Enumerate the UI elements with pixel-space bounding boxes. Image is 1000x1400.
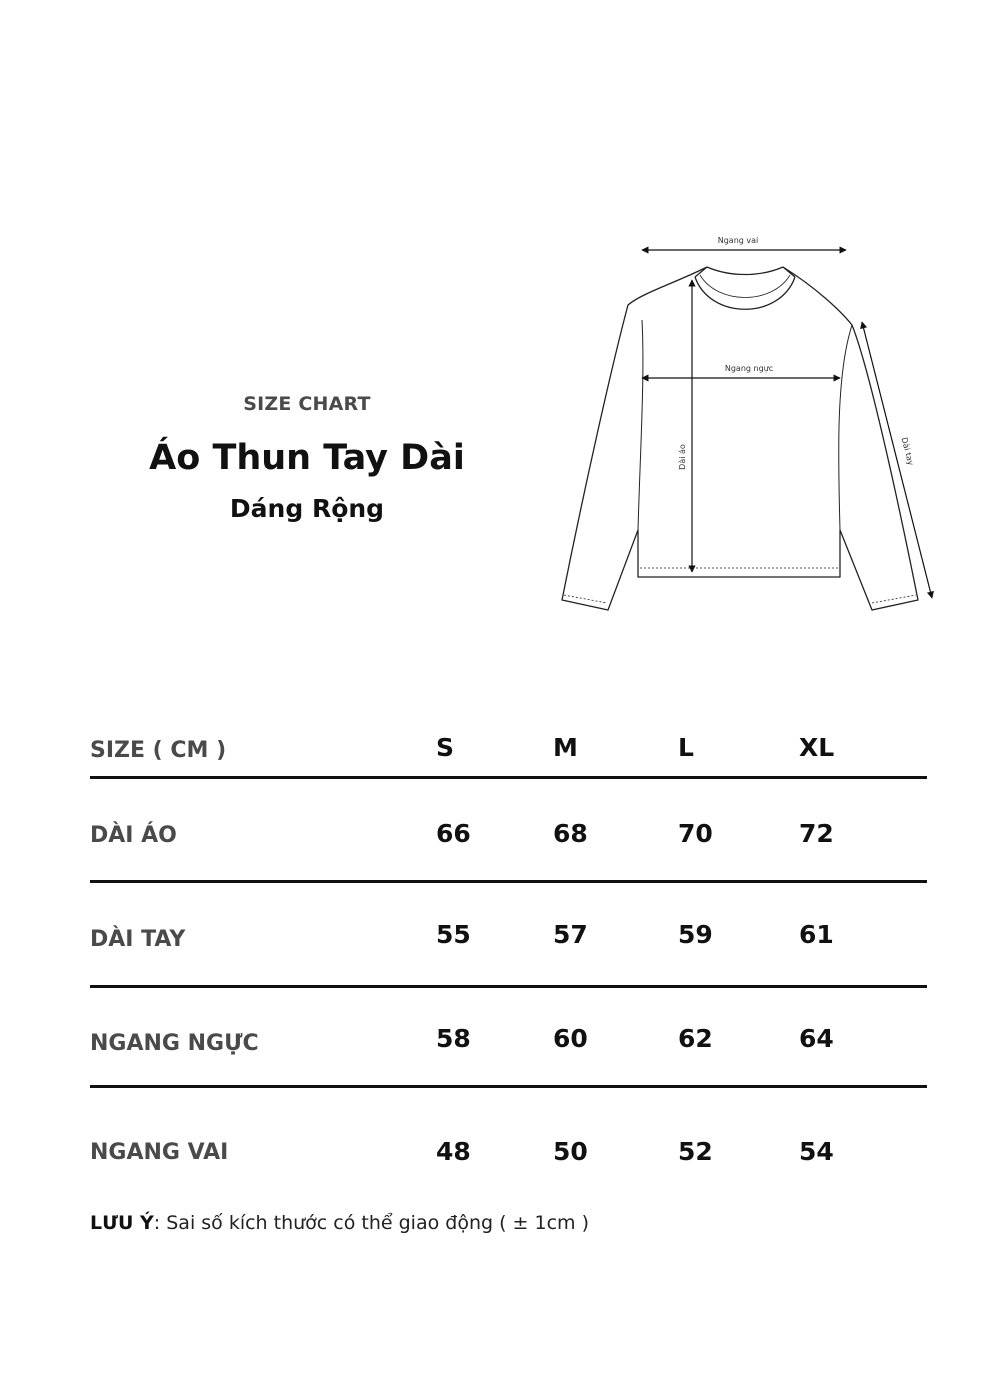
row-label: NGANG VAI xyxy=(90,1140,229,1165)
sleeve-label: Dài tay xyxy=(899,436,916,467)
divider xyxy=(90,985,927,988)
shoulder-label: Ngang vai xyxy=(717,236,759,245)
size-unit-label: SIZE ( CM ) xyxy=(90,738,227,763)
cell-value: 54 xyxy=(799,1137,834,1166)
row-label: NGANG NGỰC xyxy=(90,1031,259,1056)
divider xyxy=(90,776,927,779)
cell-value: 57 xyxy=(553,920,588,949)
cell-value: 61 xyxy=(799,920,834,949)
product-fit: Dáng Rộng xyxy=(229,494,385,523)
cell-value: 64 xyxy=(799,1024,834,1053)
length-label: Dài áo xyxy=(678,444,687,470)
size-chart-kicker: SIZE CHART xyxy=(243,393,371,415)
cell-value: 58 xyxy=(436,1024,471,1053)
size-m-header: M xyxy=(553,733,578,762)
product-title: Áo Thun Tay Dài xyxy=(149,438,465,478)
cell-value: 52 xyxy=(678,1137,713,1166)
note-label: LƯU Ý xyxy=(90,1212,154,1234)
shirt-measurement-diagram xyxy=(550,225,950,625)
size-xl-header: XL xyxy=(799,733,835,762)
cell-value: 55 xyxy=(436,920,471,949)
size-s-header: S xyxy=(436,733,455,762)
cell-value: 50 xyxy=(553,1137,588,1166)
divider xyxy=(90,1085,927,1088)
row-label: DÀI ÁO xyxy=(90,823,177,848)
shirt-outline xyxy=(562,267,918,610)
note-text: : Sai số kích thước có thể giao động ( ± 1cm ) xyxy=(153,1212,589,1234)
tolerance-note xyxy=(90,1212,589,1234)
cell-value: 66 xyxy=(436,819,471,848)
chest-label: Ngang ngực xyxy=(724,364,774,373)
cell-value: 62 xyxy=(678,1024,713,1053)
cell-value: 60 xyxy=(553,1024,588,1053)
divider xyxy=(90,880,927,883)
measurement-lines xyxy=(642,250,932,598)
cell-value: 48 xyxy=(436,1137,471,1166)
cell-value: 68 xyxy=(553,819,588,848)
row-label: DÀI TAY xyxy=(90,927,186,952)
cell-value: 72 xyxy=(799,819,834,848)
cell-value: 59 xyxy=(678,920,713,949)
sleeve-arrow xyxy=(862,322,932,598)
size-l-header: L xyxy=(678,733,694,762)
cell-value: 70 xyxy=(678,819,713,848)
